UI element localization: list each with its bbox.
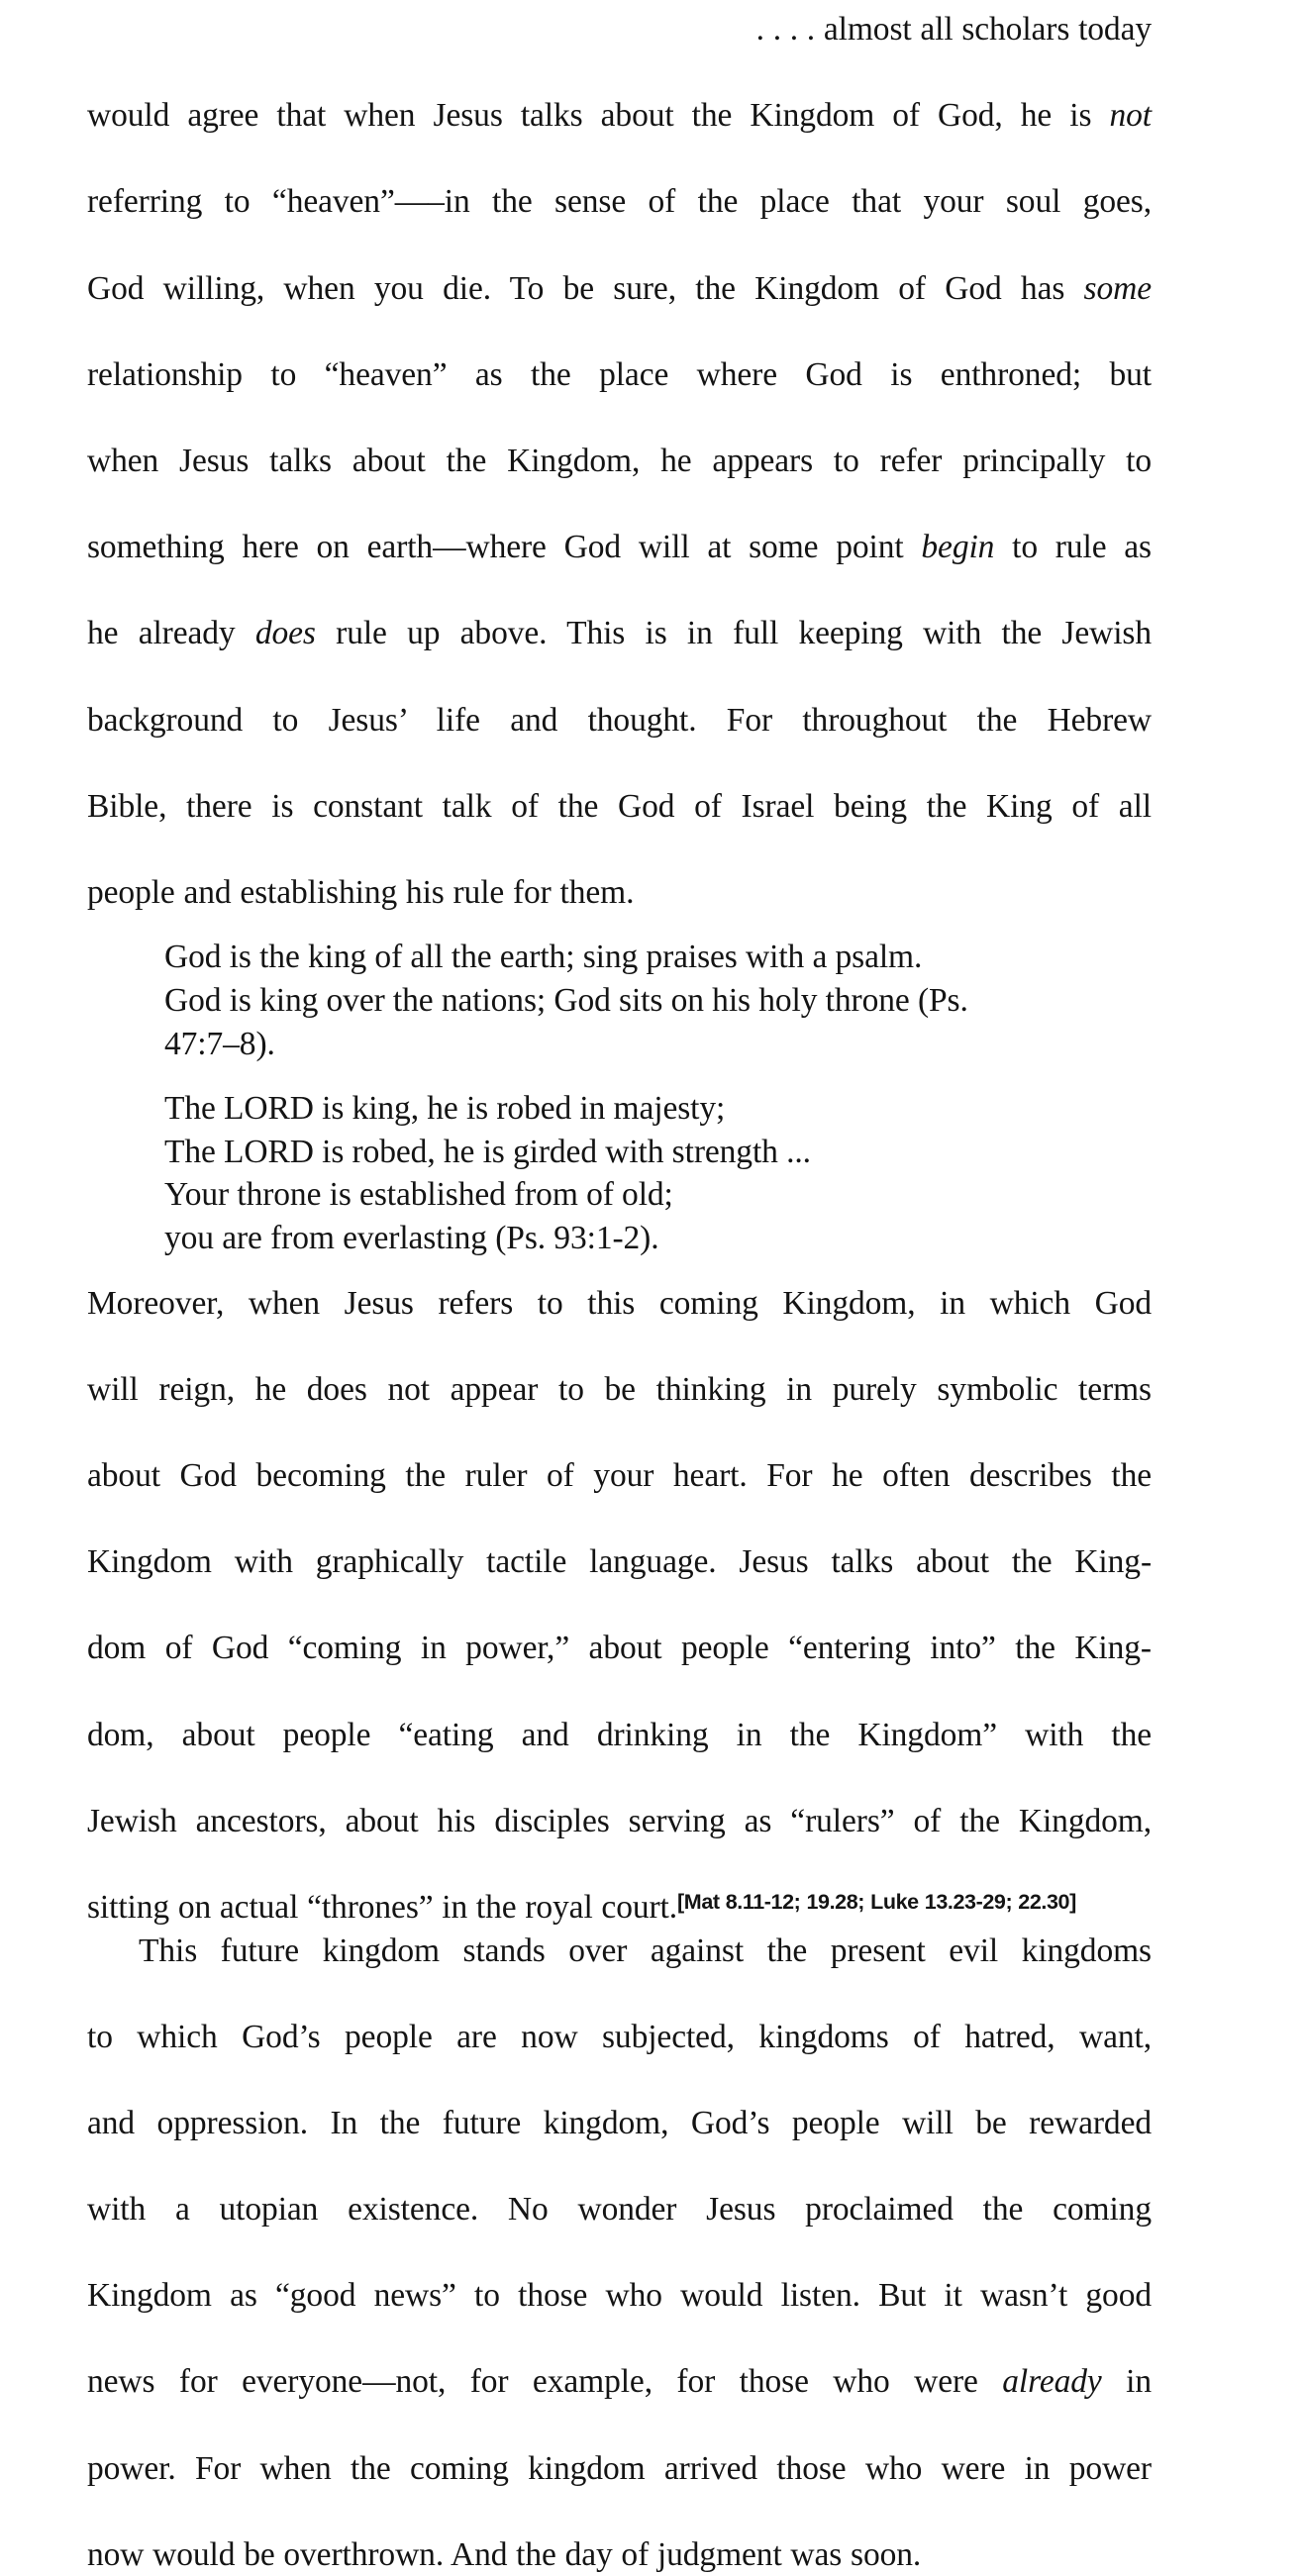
paragraph-future-kingdom [87, 1930, 1152, 2576]
text-line [87, 8, 1152, 94]
text-line [87, 1930, 1152, 2016]
quote-line: you are from everlasting (Ps. 93:1-2). [164, 1220, 659, 1257]
text-line [87, 440, 1152, 526]
text-line [87, 1627, 1152, 1713]
spacer [87, 914, 1152, 936]
line-text: power. For when the coming kingdom arrived those who were in power [87, 2449, 1152, 2487]
line-text: referring to “heaven”—–in the sense of the place that your soul goes, [87, 183, 1152, 221]
emphasis-some: some [1083, 269, 1152, 307]
text-line [87, 2188, 1152, 2274]
line-text: dom, about people “eating and drinking in the Kingdom” with the [87, 1716, 1152, 1753]
quote-line: 47:7–8). [164, 1025, 275, 1062]
text-line [87, 1368, 1152, 1454]
line-text: Moreover, when Jesus refers to this coming Kingdom, in which God [87, 1284, 1152, 1322]
text-line [87, 1714, 1152, 1800]
text-line [87, 353, 1152, 440]
line-text: rule up above. This is in full keeping with the Jewish [315, 615, 1152, 652]
line-text: now would be overthrown. And the day of judgment was soon. [87, 2535, 922, 2573]
quote-line: The LORD is king, he is robed in majesty; [164, 1090, 726, 1128]
line-text: he already [87, 615, 255, 652]
line-text: Kingdom as “good news” to those who would listen. But it wasn’t good [87, 2277, 1152, 2315]
line-text: Bible, there is constant talk of the God of Israel being the King of all [87, 787, 1152, 825]
text-line [87, 267, 1152, 353]
line-text: and oppression. In the future kingdom, God’s people will be rewarded [87, 2104, 1152, 2141]
quote-line: The LORD is robed, he is girded with strength ... [164, 1133, 811, 1170]
line-text: background to Jesus’ life and thought. For throughout the Hebrew [87, 701, 1152, 739]
text-line [87, 785, 1152, 871]
line-text: in [1101, 2363, 1152, 2401]
line-text: news for everyone—not, for example, for those who were [87, 2363, 1003, 2401]
quote-line: God is king over the nations; God sits on his holy throne (Ps. [164, 982, 968, 1020]
quote-line: Your throne is established from of old; [164, 1176, 673, 1214]
line-text: will reign, he does not appear to be thinking in purely symbolic terms [87, 1370, 1152, 1408]
text-line [87, 1282, 1152, 1368]
paragraph-moreover [87, 1282, 1152, 1930]
scripture-citation: [Mat 8.11-12; 19.28; Luke 13.23-29; 22.30] [677, 1889, 1076, 1914]
line-text: dom of God “coming in power,” about people “entering into” the King- [87, 1630, 1152, 1667]
blockquote-psalm-93 [87, 1087, 1152, 1259]
line-text: Kingdom with graphically tactile language. Jesus talks about the King- [87, 1543, 1152, 1581]
blockquote-psalm-47 [87, 936, 1152, 1065]
text-line [87, 2533, 1152, 2576]
text-line [87, 1886, 1152, 1930]
text-line [87, 871, 1152, 915]
emphasis-not: not [1109, 97, 1152, 135]
text-line [87, 612, 1152, 698]
line-text: God willing, when you die. To be sure, the Kingdom of God has [87, 269, 1084, 307]
quote-line: God is the king of all the earth; sing praises with a psalm. [164, 939, 923, 976]
text-line [87, 2016, 1152, 2102]
text-line [87, 526, 1152, 612]
text-line [87, 2447, 1152, 2533]
text-line [87, 2360, 1152, 2446]
emphasis-already: already [1002, 2363, 1102, 2401]
line-text: sitting on actual “thrones” in the royal court. [87, 1888, 678, 1926]
emphasis-begin: begin [921, 529, 995, 566]
spacer [87, 1260, 1152, 1282]
emphasis-does: does [254, 615, 316, 652]
text-line [87, 94, 1152, 180]
line-text: . . . . almost all scholars today [755, 11, 1152, 48]
text-line [87, 1800, 1152, 1886]
paragraph-opening [87, 8, 1152, 914]
line-text: with a utopian existence. No wonder Jesus proclaimed the coming [87, 2191, 1152, 2229]
line-text: to which God’s people are now subjected, kingdoms of hatred, want, [87, 2018, 1152, 2055]
line-text: would agree that when Jesus talks about the Kingdom of God, he is [87, 97, 1110, 135]
text-column [87, 8, 1152, 2576]
text-line [87, 2274, 1152, 2360]
text-line [87, 2102, 1152, 2188]
line-text: people and establishing his rule for them. [87, 873, 635, 911]
spacer [87, 1065, 1152, 1087]
text-line [87, 180, 1152, 266]
text-line [87, 1454, 1152, 1540]
line-text: Jewish ancestors, about his disciples serving as “rulers” of the Kingdom, [87, 1802, 1152, 1839]
text-line [87, 699, 1152, 785]
line-text: when Jesus talks about the Kingdom, he appears to refer principally to [87, 442, 1152, 479]
line-text: to rule as [994, 529, 1152, 566]
line-text: This future kingdom stands over against the present evil kingdoms [139, 1932, 1152, 1969]
line-text: relationship to “heaven” as the place where God is enthroned; but [87, 355, 1152, 393]
line-text: something here on earth—where God will at some point [87, 529, 922, 566]
line-text: about God becoming the ruler of your heart. For he often describes the [87, 1457, 1152, 1494]
